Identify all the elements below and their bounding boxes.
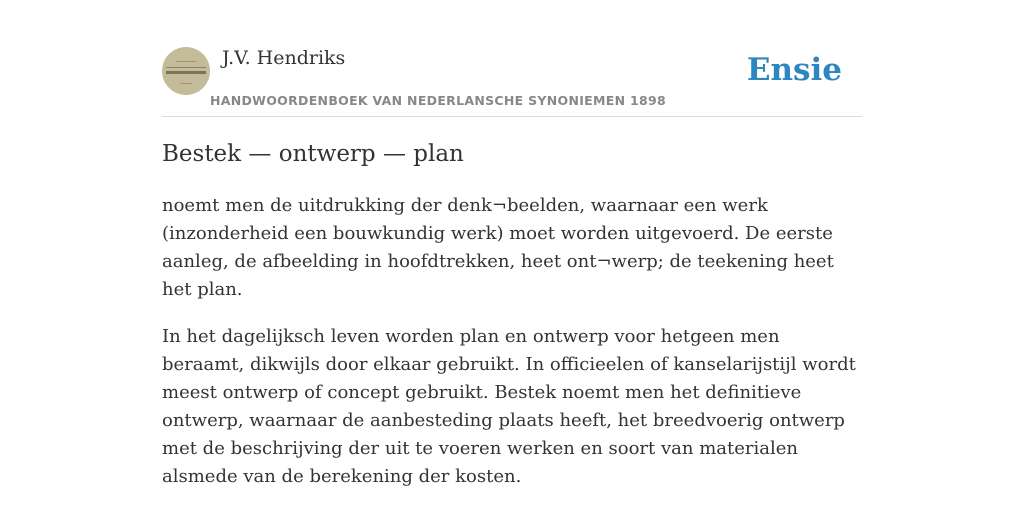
source-title[interactable]: HANDWOORDENBOEK VAN NEDERLANSCHE SYNONIEMEN 1898 (210, 93, 667, 108)
entry-title: Bestek — ontwerp — plan (162, 141, 464, 167)
avatar-detail (166, 71, 206, 74)
paragraph: noemt men de uitdrukking der denk¬beelden, waarnaar een werk (inzonderheid een bouwkundig werk) moet worden uitgevoerd. De eerste aanleg, de afbeelding in hoofdtrekken, heet ont¬werp; de teekening heet het plan. (162, 195, 834, 300)
source-book-avatar[interactable] (162, 47, 210, 95)
avatar-detail (166, 67, 206, 68)
author-name[interactable]: J.V. Hendriks (222, 47, 346, 69)
entry-body (162, 192, 862, 510)
paragraph: In het dagelijksch leven worden plan en ontwerp voor hetgeen men beraamt, dikwijls door elkaar gebruikt. In officieelen of kanselarijstijl wordt meest ontwerp of concept gebruikt. Bestek noemt men het definitieve ontwerp, waarnaar de aanbesteding plaats heeft, het breedvoerig ontwerp met de beschrijving der uit te voeren werken en soort van materialen alsmede van de berekening der kosten. (162, 326, 856, 487)
entry-header (162, 40, 862, 117)
avatar-detail (176, 61, 196, 62)
ensie-logo[interactable]: Ensie (746, 52, 842, 88)
avatar-detail (180, 83, 192, 84)
